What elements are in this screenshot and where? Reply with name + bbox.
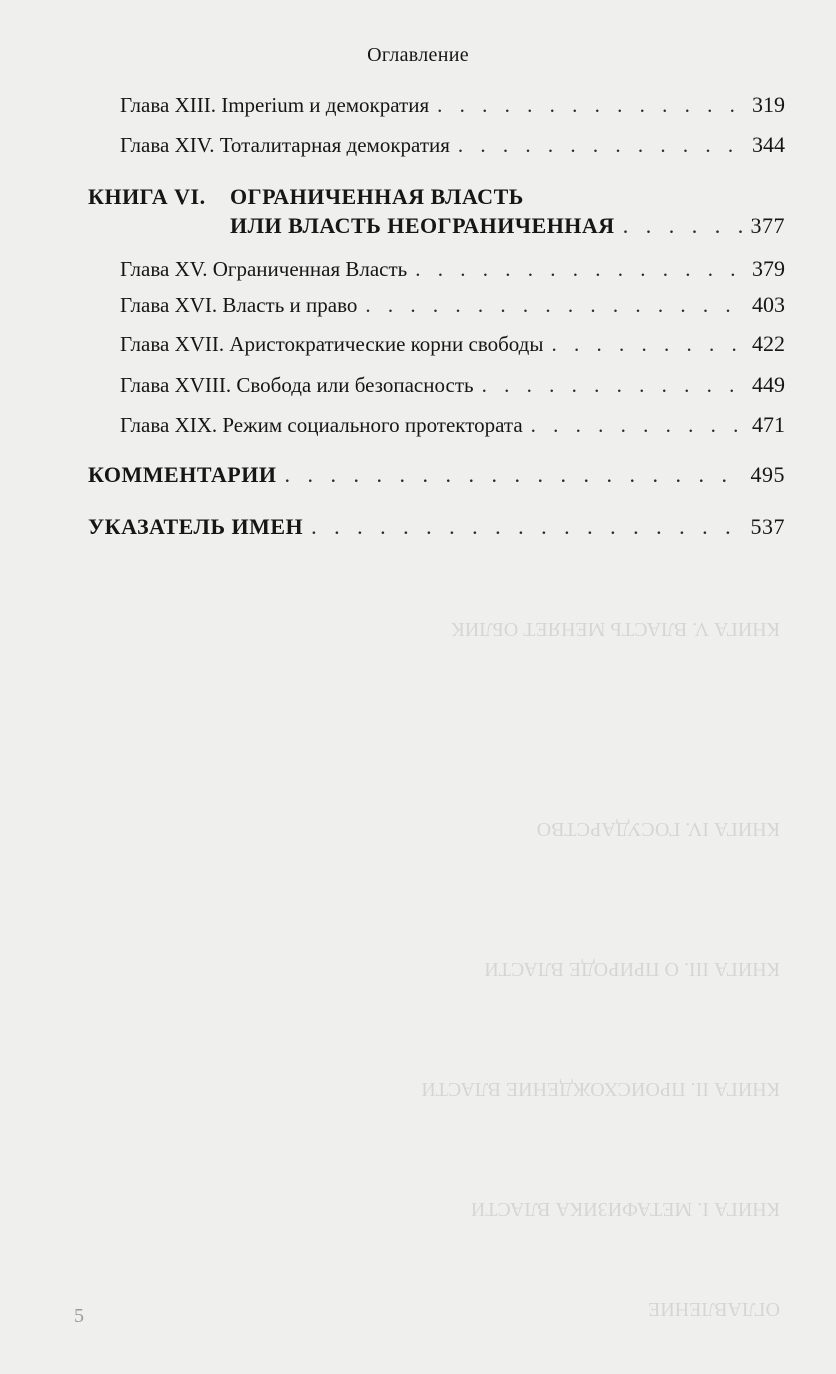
entry-page-number: 344 [752,132,785,157]
toc-entry-chapter-16[interactable] [120,292,785,326]
entry-page-number: 422 [752,331,785,356]
entry-title: Глава XIV. Тоталитарная демократия [120,133,450,157]
entry-title: КОММЕНТАРИИ [88,462,277,487]
entry-page-number: 403 [752,292,785,317]
toc-entry-chapter-19[interactable] [120,412,785,446]
entry-title: Глава XVI. Власть и право [120,293,358,317]
dot-leader [415,257,744,282]
toc-entry-chapter-14[interactable] [120,132,785,166]
dot-leader [551,332,744,357]
entry-title: Глава XIX. Режим социального протектората [120,413,523,437]
entry-title: Глава XVIII. Свобода или безопасность [120,373,474,397]
entry-page-number: 379 [752,256,785,281]
entry-page-number: 449 [752,372,785,397]
entry-page-number: 537 [750,514,785,539]
entry-page-number: 471 [752,412,785,437]
entry-title: Глава XV. Ограниченная Власть [120,257,408,281]
dot-leader [458,133,744,158]
dot-leader [284,462,742,488]
dot-leader [531,413,744,438]
toc-entry-book-6[interactable] [230,213,785,247]
page-folio: 5 [74,1305,84,1327]
toc-entry-chapter-17[interactable] [120,331,785,365]
bleed-through-text: ОГЛАВЛЕНИЕ КНИГА I. МЕТАФИЗИКА ВЛАСТИ КНИГА II. ПРОИСХОЖДЕНИЕ ВЛАСТИ КНИГА III. О ПРИРОДЕ ВЛАСТИ КНИГА IV. ГОСУДАРСТВО КНИГА V. ВЛАСТЬ МЕНЯЕТ ОБЛИК [421,618,780,1320]
entry-title: УКАЗАТЕЛЬ ИМЕН [88,514,304,539]
entry-page-number: 377 [750,213,785,238]
toc-entry-chapter-15[interactable] [120,256,785,290]
entry-page-number: 319 [752,92,785,117]
dot-leader [623,213,743,239]
dot-leader [311,514,742,540]
book-6-label: КНИГА VI. [88,184,206,209]
toc-entry-chapter-13[interactable] [120,92,785,126]
dot-leader [482,373,744,398]
entry-title: Глава XVII. Аристократические корни свободы [120,332,544,356]
entry-title: Глава XIII. Imperium и демократия [120,93,430,117]
toc-entry-name-index[interactable] [88,514,785,548]
dot-leader [365,293,744,318]
book-6-title-line-1: ОГРАНИЧЕННАЯ ВЛАСТЬ [230,184,524,209]
toc-entry-chapter-18[interactable] [120,372,785,406]
dot-leader [437,93,744,118]
entry-page-number: 495 [750,462,785,487]
toc-entry-comments[interactable] [88,462,785,496]
book-6-title-line-2: ИЛИ ВЛАСТЬ НЕОГРАНИЧЕННАЯ [230,213,615,238]
running-head: Оглавление [367,44,469,66]
